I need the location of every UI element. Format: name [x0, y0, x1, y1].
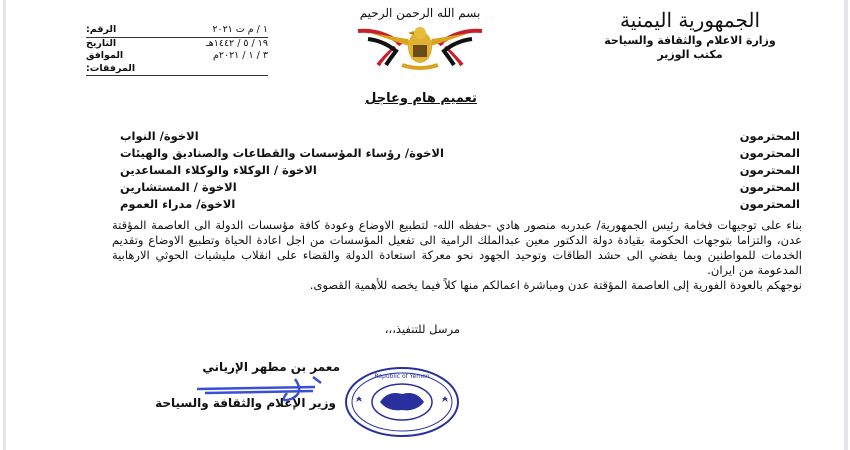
- addressee-row: [120, 145, 800, 162]
- hijri-date-label: التاريخ: [86, 37, 117, 49]
- addressee-honorific: المحترمون: [739, 197, 800, 211]
- gregorian-date-row: [86, 50, 268, 63]
- svg-text:Republic of Yemen: Republic of Yemen: [374, 373, 430, 380]
- addressee-honorific: المحترمون: [739, 146, 800, 160]
- reference-number-label: الرقم:: [86, 24, 117, 35]
- closing-line: مرسل للتنفيذ،،،: [384, 322, 460, 336]
- republic-name: الجمهورية اليمنية: [619, 8, 761, 32]
- addressee-to: الاخوة/ النواب: [120, 129, 199, 143]
- addressee-to: الاخوة/ مدراء العموم: [120, 197, 236, 211]
- official-seal-icon: [340, 360, 460, 440]
- office-name: مكتب الوزير: [657, 48, 723, 61]
- gregorian-date-label: الموافق: [86, 50, 124, 61]
- document-title: تعميم هام وعاجل: [365, 91, 477, 106]
- reference-number-row: [86, 24, 268, 38]
- letter-body: [112, 218, 802, 293]
- yemen-emblem: [350, 5, 490, 75]
- ministry-name: وزارة الاعلام والثقافة والسياحة: [604, 34, 776, 47]
- letterhead-right: [590, 8, 790, 62]
- basmala: بسم الله الرحمن الرحيم: [359, 6, 481, 20]
- addressee-row: [120, 162, 800, 179]
- eagle-emblem-icon: [350, 21, 490, 73]
- addressee-row: [120, 179, 800, 196]
- page-edge-right: [844, 0, 848, 450]
- addressee-honorific: المحترمون: [739, 129, 800, 143]
- addressee-row: [120, 196, 800, 213]
- reference-number-value: ١ / م ت ٢٠٢١: [212, 24, 268, 35]
- addressee-honorific: المحترمون: [739, 163, 800, 177]
- hijri-date-value: ١٩ / ٥ / ١٤٤٢هـ: [205, 37, 268, 49]
- addressee-honorific: المحترمون: [739, 180, 800, 194]
- body-paragraph-1: بناء على توجيهات فخامة رئيس الجمهورية/ عبدربه منصور هادي -حفظه الله- لتطبيع الاوضاع وعودة كافة مؤسسات الدولة الى العاصمة المؤقتة عدن، والتزاما بتوجهات الحكومة بقيادة دولة الدكتور معين عبدالملك الرامية الى تفعيل المؤسسات من اجل اعادة الحياة وتطبيع الاوضاع وتقديم الخدمات للمواطنين وبما يفضي الى حشد الطاقات وتوحيد الجهود نحو معركة استعادة الدولة والقضاء على انقلاب مليشيات الحوثي الارهابية المدعومة من ايران.: [112, 218, 802, 277]
- signatory-name: معمر بن مطهر الإرياني: [202, 360, 340, 374]
- addressee-to: الاخوة / الوكلاء والوكلاء المساعدين: [120, 163, 317, 177]
- reference-block: [86, 24, 268, 76]
- hijri-date-row: [86, 38, 268, 51]
- addressee-row: [120, 128, 800, 145]
- addressee-list: [120, 128, 800, 213]
- gregorian-date-value: ٣ / ١ / ٢٠٢١م: [212, 50, 268, 61]
- addressee-to: الاخوة/ رؤساء المؤسسات والقطاعات والصناديق والهيئات: [120, 146, 444, 160]
- signatory-title: وزير الإعلام والثقافة والسياحة: [155, 396, 336, 410]
- body-paragraph-2: نوجهكم بالعودة الفورية إلى العاصمة المؤقتة عدن ومباشرة اعمالكم منها كلاً فيما يخصه للأهمية القصوى.: [309, 278, 802, 292]
- addressee-to: الاخوة / المستشارين: [120, 180, 237, 194]
- attachments-label: المرفقات:: [86, 62, 136, 74]
- attachments-row: [86, 63, 268, 77]
